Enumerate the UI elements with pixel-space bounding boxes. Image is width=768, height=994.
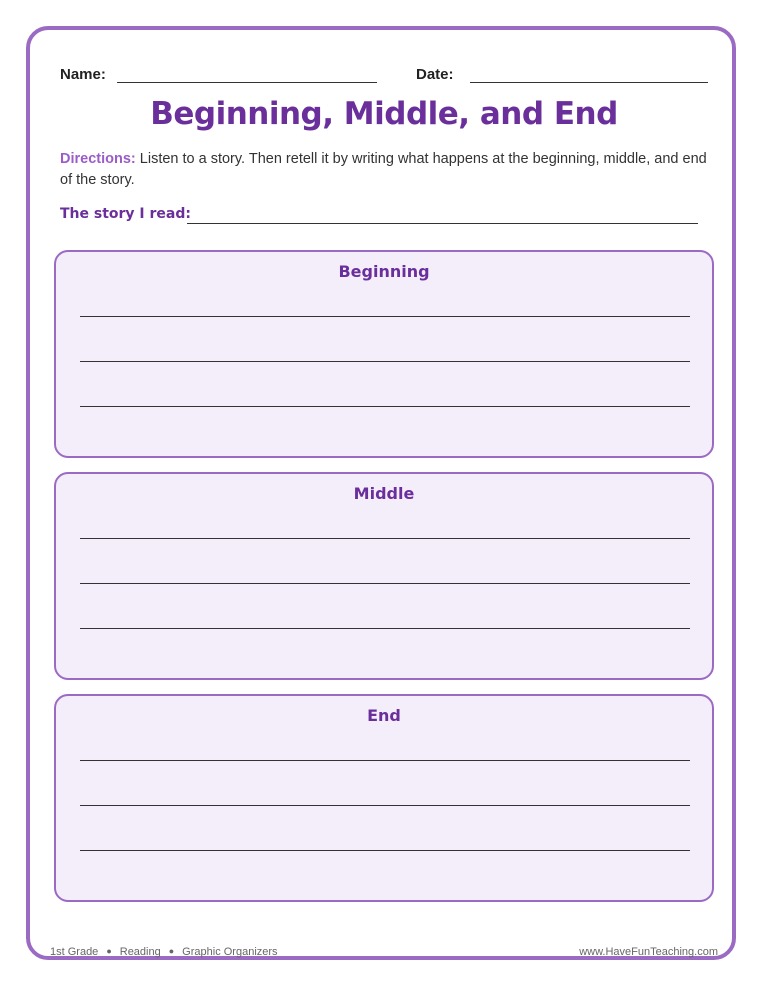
beginning-box (54, 250, 714, 458)
end-box (54, 694, 714, 902)
section-title-beginning: Beginning (338, 262, 430, 281)
date-field[interactable] (470, 82, 708, 83)
section-title-middle: Middle (353, 484, 415, 503)
footer-category: Graphic Organizers (182, 946, 278, 958)
writing-line[interactable] (80, 361, 690, 362)
footer-separator: ● (106, 946, 112, 956)
writing-line[interactable] (80, 805, 690, 806)
page-title: Beginning, Middle, and End (150, 96, 618, 132)
footer-grade: 1st Grade (50, 946, 99, 958)
name-date-row (60, 64, 708, 86)
story-field[interactable] (187, 223, 698, 224)
footer-subject: Reading (119, 946, 161, 958)
writing-line[interactable] (80, 406, 690, 407)
name-field[interactable] (117, 82, 377, 83)
footer-website: www.HaveFunTeaching.com (579, 946, 718, 958)
story-label: The story I read: (60, 206, 191, 222)
writing-line[interactable] (80, 538, 690, 539)
name-label: Name: (60, 66, 106, 83)
writing-line[interactable] (80, 760, 690, 761)
directions-label: Directions: (60, 151, 136, 167)
date-label: Date: (416, 66, 454, 83)
writing-line[interactable] (80, 850, 690, 851)
directions (60, 149, 710, 191)
footer-separator: ● (168, 946, 175, 956)
writing-line[interactable] (80, 583, 690, 584)
section-title-end: End (367, 706, 401, 725)
footer-breadcrumb (50, 946, 278, 958)
writing-line[interactable] (80, 316, 690, 317)
writing-line[interactable] (80, 628, 690, 629)
directions-text: Listen to a story. Then retell it by writing what happens at the beginning, middle, and end of the story. (60, 151, 707, 188)
story-row (60, 206, 700, 228)
middle-box (54, 472, 714, 680)
